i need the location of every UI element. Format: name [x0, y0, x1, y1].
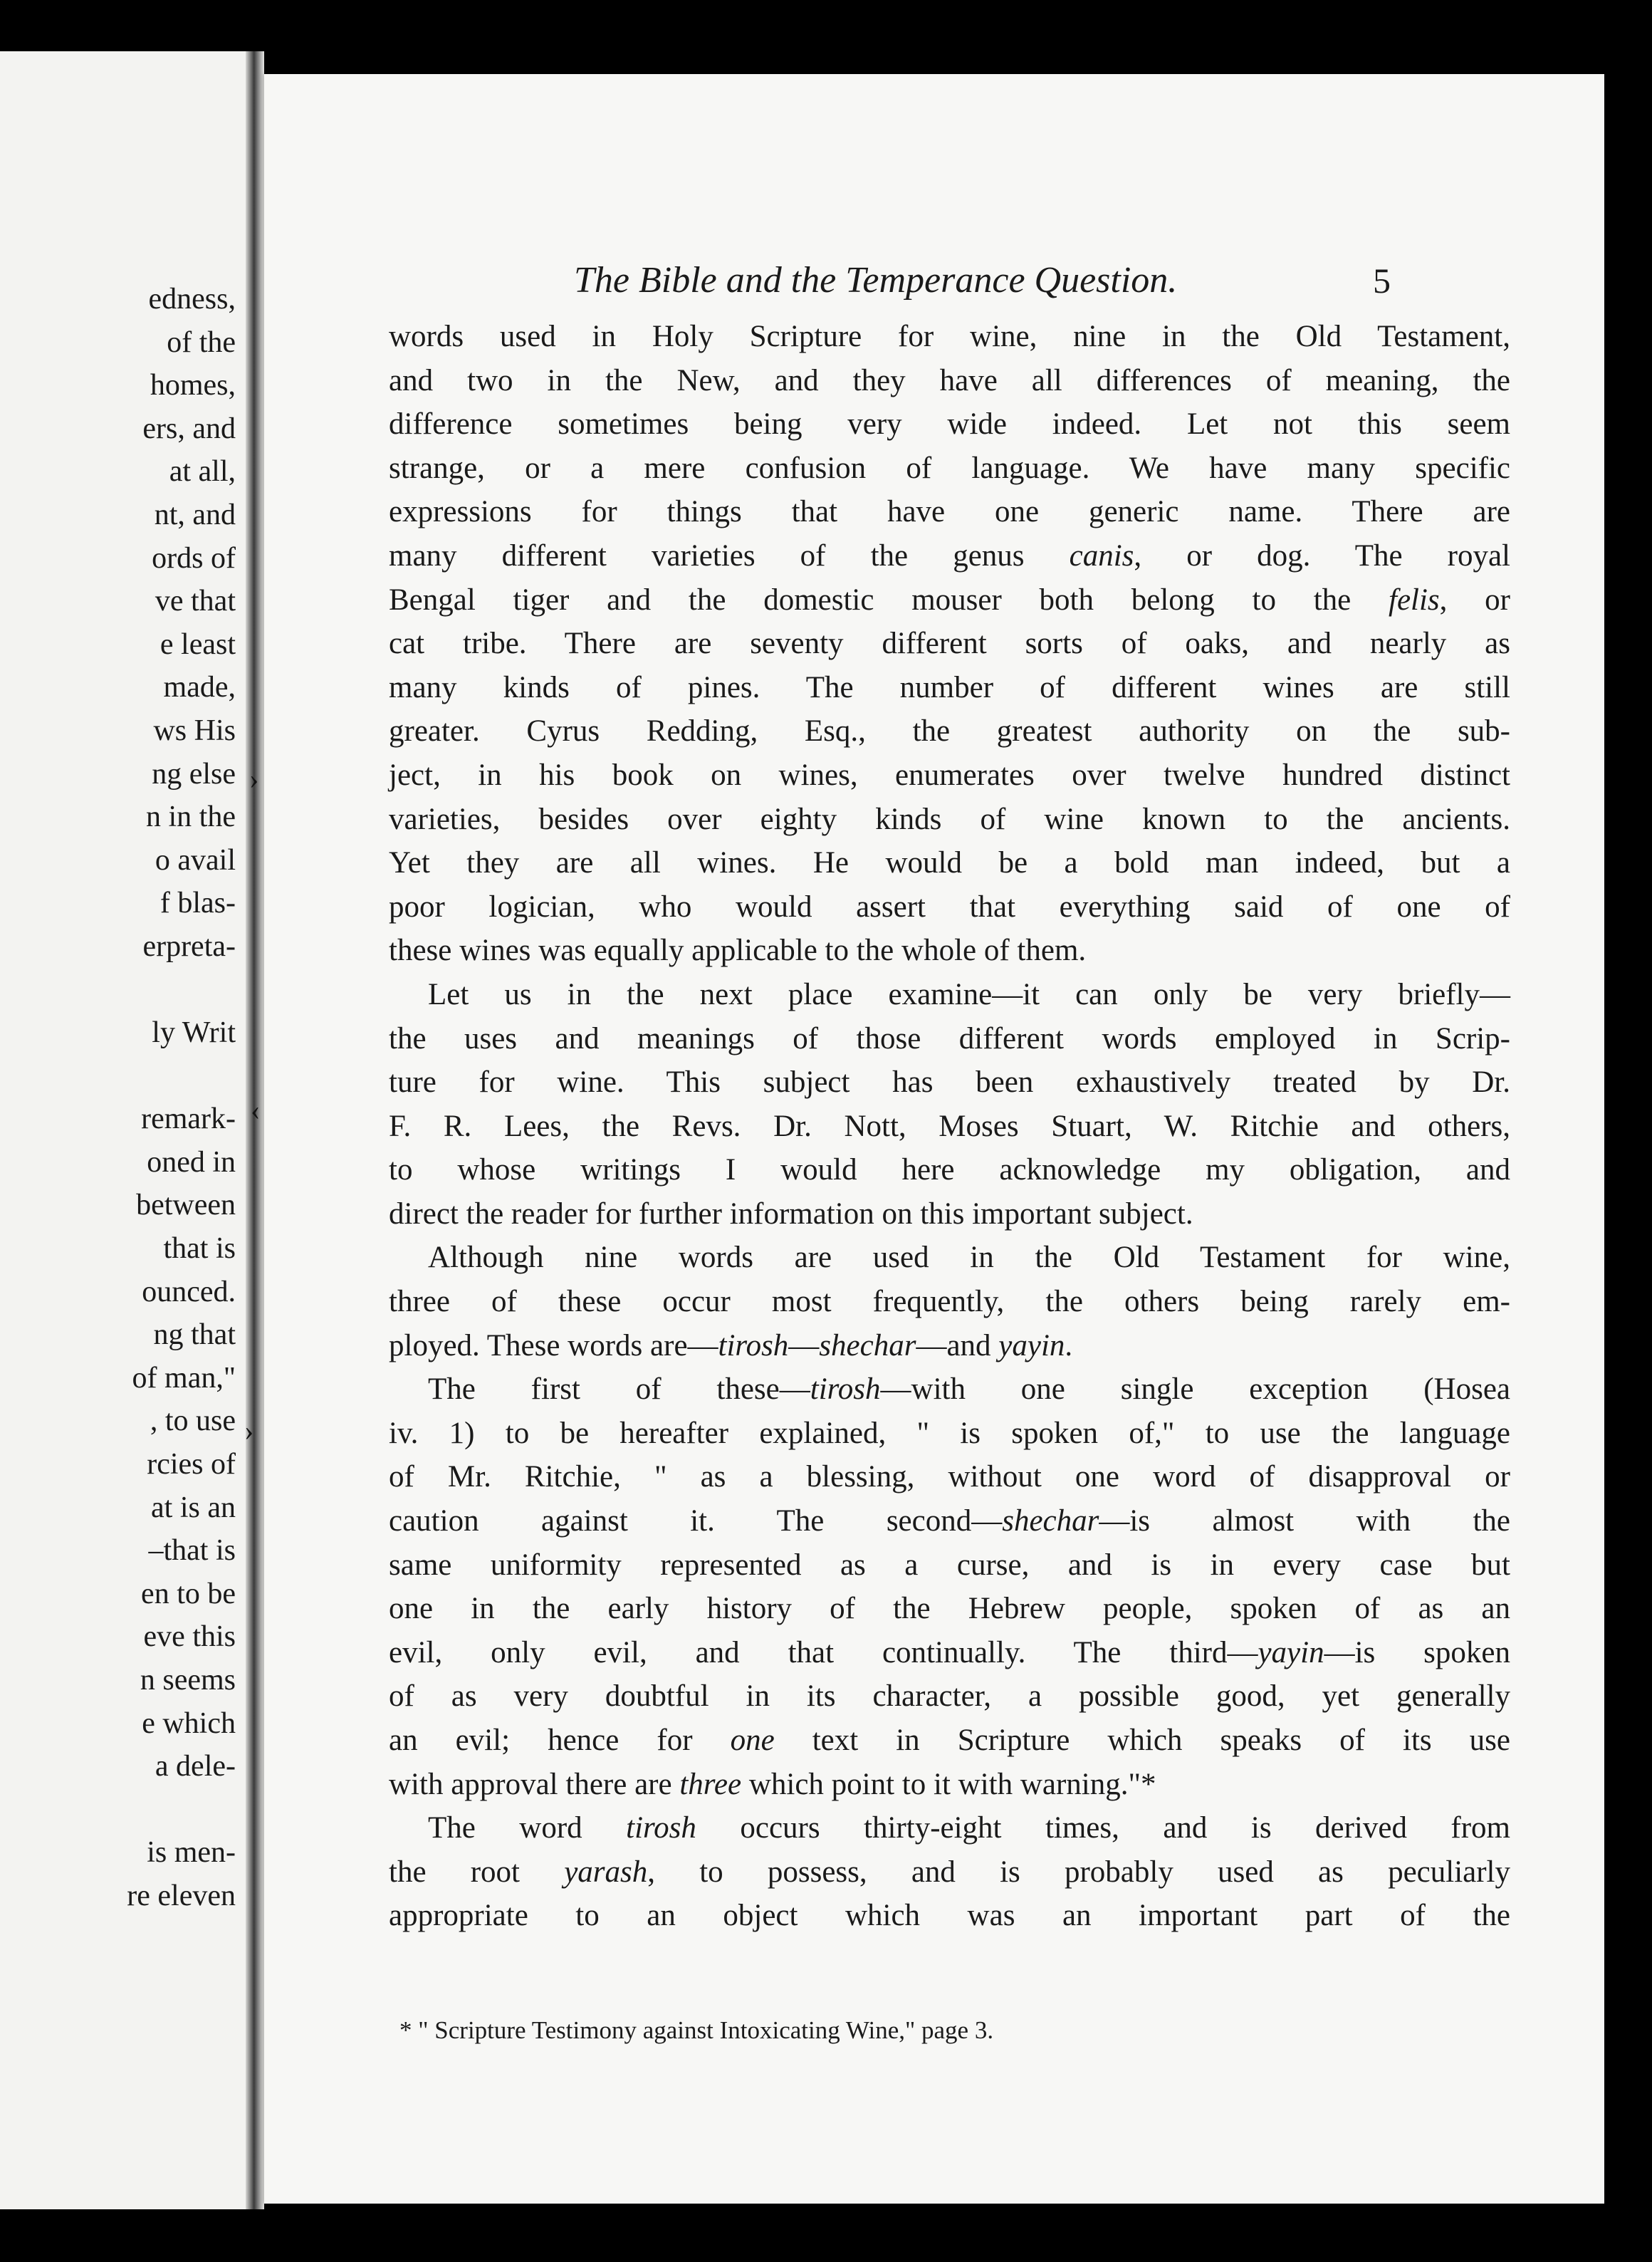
left-fragment-line: ounced.: [142, 1275, 236, 1308]
left-fragment-line: of man,": [132, 1361, 236, 1395]
margin-mark: ›: [244, 1414, 254, 1447]
left-fragment-line: that is: [163, 1232, 236, 1266]
text-line: varieties, besides over eighty kinds of wine known to the ancients.: [389, 802, 1510, 836]
left-fragment-line: , to use: [150, 1404, 236, 1438]
left-fragment-line: e which: [142, 1706, 236, 1740]
text-line: the root yarash, to possess, and is probably used as peculiarly: [389, 1855, 1510, 1889]
left-fragment-line: at all,: [169, 455, 236, 489]
left-fragment-line: [1, 969, 236, 1012]
text-line: direct the reader for further information on this important subject.: [389, 1197, 1193, 1231]
text-line: greater. Cyrus Redding, Esq., the greatest authority on the sub-: [389, 714, 1510, 749]
left-fragment-line: ords of: [152, 541, 236, 575]
left-fragment-line: n in the: [146, 801, 236, 834]
book-gutter: [246, 51, 264, 2209]
left-fragment-line: ng that: [153, 1318, 236, 1352]
left-fragment-line: en to be: [141, 1577, 236, 1610]
left-fragment-line: erpreta-: [142, 929, 236, 963]
left-fragment-line: a dele-: [155, 1750, 236, 1783]
text-line: an evil; hence for one text in Scripture which speaks of its use: [389, 1724, 1510, 1757]
left-fragment-line: ng else: [152, 757, 236, 791]
left-page-text-fragments: [1, 278, 236, 1918]
left-fragment-line: [1, 1055, 236, 1098]
text-line: difference sometimes being very wide indeed. Let not this seem: [389, 407, 1510, 442]
text-line: ture for wine. This subject has been exhaustively treated by Dr.: [389, 1065, 1510, 1100]
text-line: the uses and meanings of those different words employed in Scrip-: [389, 1021, 1510, 1056]
text-line: same uniformity represented as a curse, and is in every case but: [389, 1548, 1510, 1582]
text-line: Although nine words are used in the Old Testament for wine,: [428, 1241, 1510, 1275]
left-fragment-line: e least: [160, 627, 236, 661]
text-line: and two in the New, and they have all differences of meaning, the: [389, 363, 1510, 397]
text-line: many kinds of pines. The number of different wines are still: [389, 670, 1510, 704]
text-line: three of these occur most frequently, the others being rarely em-: [389, 1285, 1510, 1319]
text-line: The word tirosh occurs thirty-eight times, and is derived from: [428, 1811, 1510, 1845]
margin-mark: ‹: [251, 1094, 261, 1126]
left-fragment-line: made,: [163, 671, 236, 704]
text-line: words used in Holy Scripture for wine, nine in the Old Testament,: [389, 320, 1510, 353]
left-fragment-line: of the: [167, 325, 236, 359]
left-fragment-line: remark-: [141, 1103, 236, 1136]
body-text: [389, 315, 1510, 1938]
left-fragment-line: homes,: [150, 369, 236, 402]
text-line: caution against it. The second—shechar—is almost with the: [389, 1504, 1510, 1538]
left-fragment-line: o avail: [155, 843, 236, 877]
text-line: ject, in his book on wines, enumerates over twelve hundred distinct: [389, 758, 1510, 792]
right-page: [264, 74, 1604, 2204]
text-line: F. R. Lees, the Revs. Dr. Nott, Moses Stuart, W. Ritchie and others,: [389, 1109, 1510, 1143]
text-line: cat tribe. There are seventy different sorts of oaks, and nearly as: [389, 627, 1510, 661]
footnote: * " Scripture Testimony against Intoxicating Wine," page 3.: [399, 2016, 994, 2044]
text-line: iv. 1) to be hereafter explained, " is spoken of," to use the language: [389, 1416, 1510, 1450]
text-line: Let us in the next place examine—it can only be very briefly—: [428, 977, 1510, 1011]
text-line: one in the early history of the Hebrew people, spoken of as an: [389, 1592, 1510, 1626]
text-line: many different varieties of the genus canis, or dog. The royal: [389, 538, 1510, 573]
text-line: The first of these—tirosh—with one single exception (Hosea: [428, 1372, 1510, 1407]
margin-mark: ›: [249, 763, 259, 795]
left-fragment-line: ly Writ: [152, 1016, 236, 1050]
text-line: Yet they are all wines. He would be a bold man indeed, but a: [389, 846, 1510, 880]
text-line: to whose writings I would here acknowledge my obligation, and: [389, 1153, 1510, 1187]
text-line: these wines was equally applicable to the whole of them.: [389, 934, 1087, 968]
left-facing-page: [0, 51, 246, 2209]
left-fragment-line: nt, and: [154, 498, 236, 531]
left-fragment-line: at is an: [151, 1491, 236, 1524]
text-line: of Mr. Ritchie, " as a blessing, without one word of disapproval or: [389, 1460, 1510, 1494]
left-fragment-line: is men-: [147, 1836, 236, 1870]
running-head: [264, 252, 1604, 309]
left-fragment-line: –that is: [148, 1534, 236, 1568]
left-fragment-line: rcies of: [147, 1448, 236, 1481]
running-title: The Bible and the Temperance Question.: [574, 260, 1178, 301]
text-line: expressions for things that have one generic name. There are: [389, 495, 1510, 529]
left-fragment-line: ws His: [153, 714, 236, 747]
left-fragment-line: edness,: [148, 283, 236, 316]
text-line: poor logician, who would assert that everything said of one of: [389, 890, 1510, 924]
text-line: appropriate to an object which was an important part of the: [389, 1899, 1510, 1933]
text-line: ployed. These words are—tirosh—shechar—and yayin.: [389, 1328, 1073, 1362]
left-fragment-line: ve that: [155, 585, 236, 618]
left-fragment-line: oned in: [147, 1145, 236, 1179]
left-fragment-line: n seems: [140, 1664, 236, 1696]
text-line: of as very doubtful in its character, a possible good, yet generally: [389, 1679, 1510, 1714]
left-fragment-line: between: [136, 1189, 236, 1222]
left-fragment-line: [1, 1788, 236, 1832]
left-fragment-line: ers, and: [142, 412, 236, 445]
left-fragment-line: eve this: [143, 1620, 236, 1654]
left-fragment-line: f blas-: [160, 887, 236, 920]
left-fragment-line: re eleven: [127, 1879, 236, 1912]
text-line: with approval there are three which point to it with warning."*: [389, 1767, 1156, 1801]
page-number: 5: [1373, 261, 1391, 301]
text-line: evil, only evil, and that continually. The third—yayin—is spoken: [389, 1635, 1510, 1669]
text-line: Bengal tiger and the domestic mouser both belong to the felis, or: [389, 583, 1510, 617]
text-line: strange, or a mere confusion of language. We have many specific: [389, 451, 1510, 485]
